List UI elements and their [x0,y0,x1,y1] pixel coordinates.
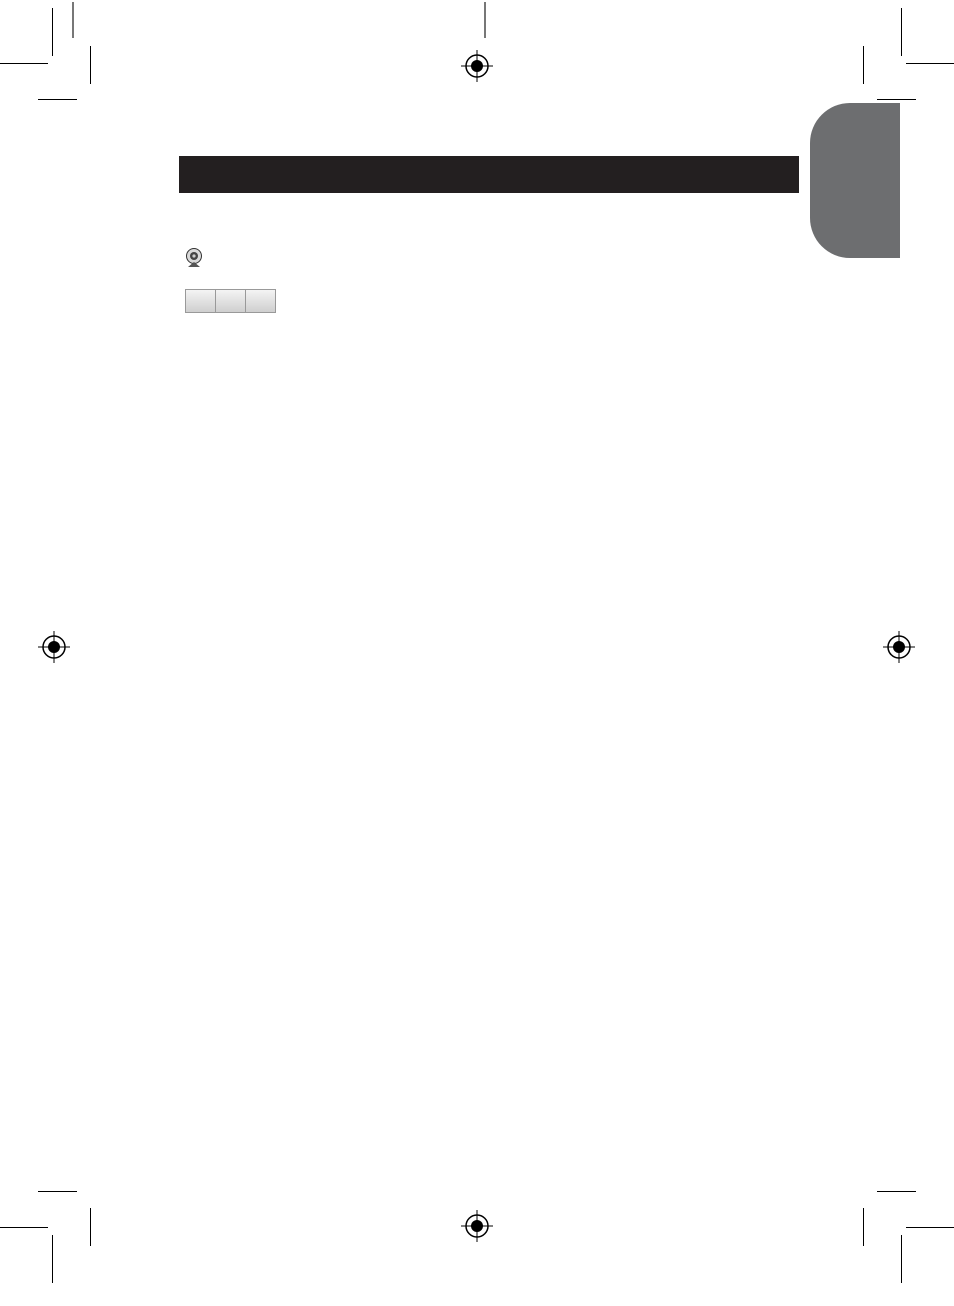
pause-button-icon [246,290,275,312]
registration-mark-bottom [461,1210,493,1242]
registration-mark-left [38,631,70,663]
page-content [179,140,799,334]
registration-mark-right [883,631,915,663]
webcam-symbol-icon [185,248,203,268]
registration-mark-top [461,50,493,82]
grey-calibration-bar [72,2,74,38]
list-item [179,248,799,269]
stop-button-icon [216,290,246,312]
record-button-icon [186,290,216,312]
record-controls [185,289,276,313]
language-tab [810,103,900,258]
color-calibration-bar [484,2,486,38]
section-heading [179,156,799,193]
list-item [179,289,799,314]
